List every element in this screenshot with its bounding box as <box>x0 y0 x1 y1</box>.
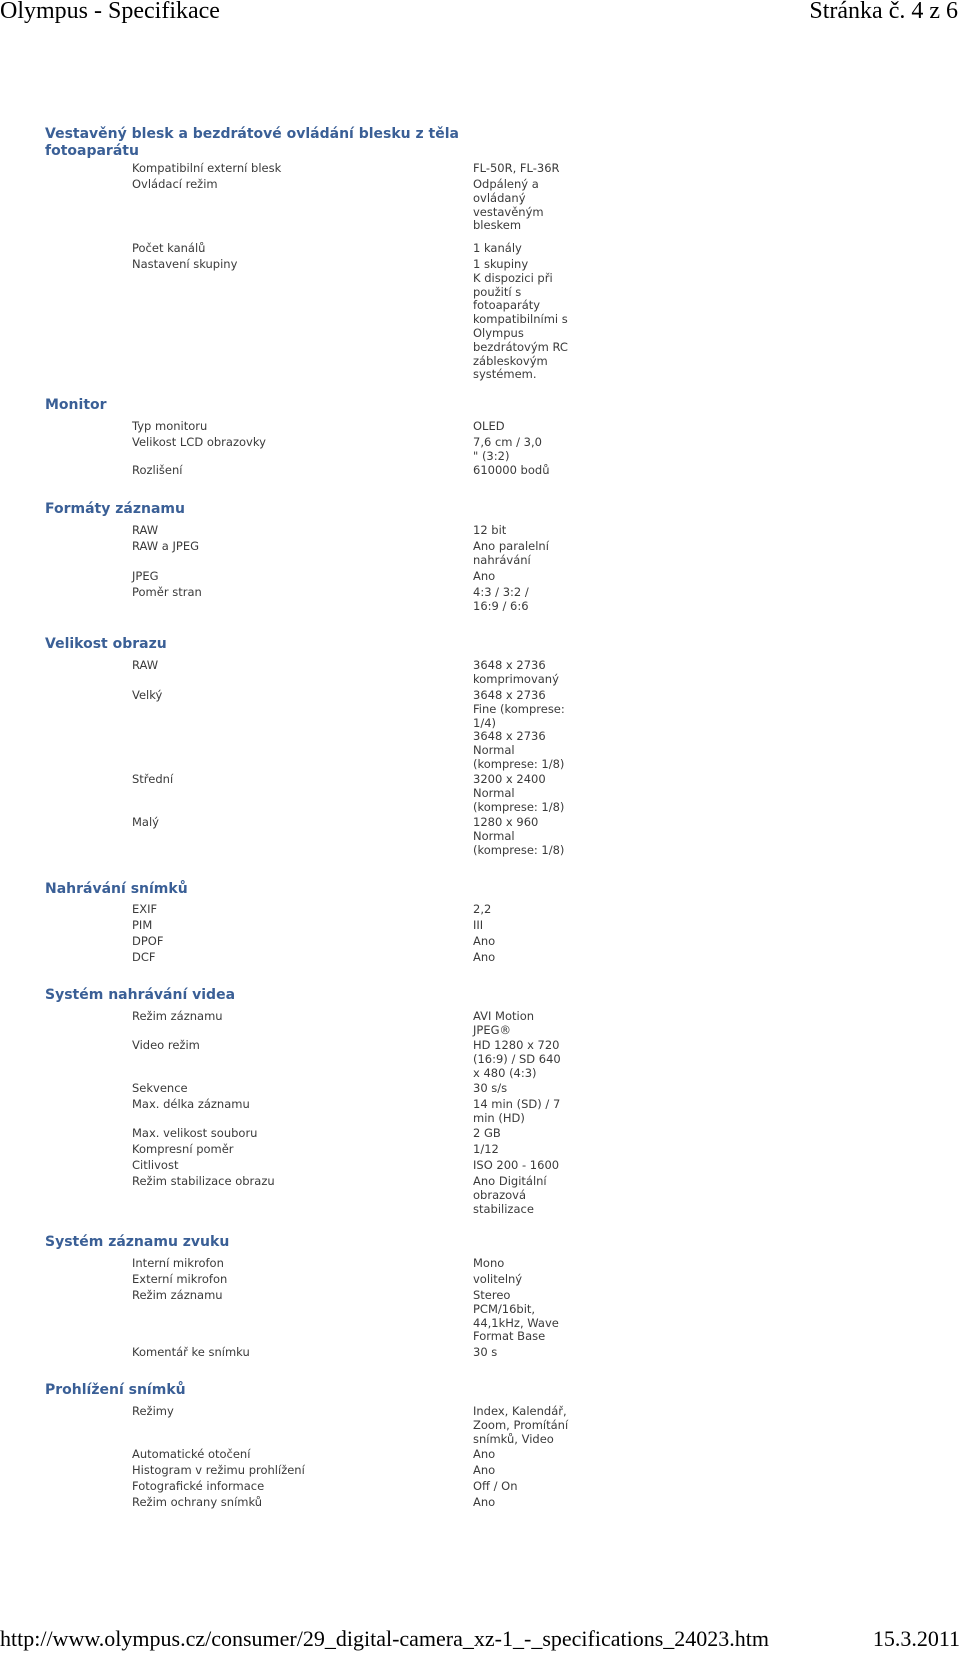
spec-value: Ano <box>473 1463 496 1477</box>
spec-label: JPEG <box>132 569 159 583</box>
spec-value: Ano <box>473 950 496 964</box>
spec-label: Kompresní poměr <box>132 1142 234 1156</box>
spec-label: Střední <box>132 772 174 786</box>
spec-label: Velký <box>132 688 163 702</box>
document-title: Olympus - Specifikace <box>0 0 220 24</box>
page-header <box>0 0 960 28</box>
spec-label: Max. délka záznamu <box>132 1097 250 1111</box>
spec-value: Ano paralelní nahrávání <box>473 539 549 567</box>
section-title: Formáty záznamu <box>45 501 185 517</box>
spec-label: Velikost LCD obrazovky <box>132 435 266 449</box>
print-date: 15.3.2011 <box>872 1626 960 1651</box>
spec-value: 30 s/s <box>473 1081 508 1095</box>
section-title: Prohlížení snímků <box>45 1382 186 1398</box>
page-footer <box>0 1626 960 1654</box>
spec-label: Režim záznamu <box>132 1288 223 1302</box>
spec-value: Mono <box>473 1256 505 1270</box>
spec-value: 1 skupiny K dispozici při použití s fotoaparáty kompatibilními s Olympus bezdrátovým RC zábleskovým systémem. <box>473 257 568 382</box>
spec-label: Režim záznamu <box>132 1009 223 1023</box>
spec-label: Ovládací režim <box>132 177 218 191</box>
spec-label: DCF <box>132 950 156 964</box>
spec-label: RAW a JPEG <box>132 539 199 553</box>
spec-label: PIM <box>132 918 153 932</box>
spec-value: OLED <box>473 419 505 433</box>
spec-value: 2 GB <box>473 1126 501 1140</box>
spec-label: Histogram v režimu prohlížení <box>132 1463 305 1477</box>
spec-value: 7,6 cm / 3,0 " (3:2) <box>473 435 542 463</box>
spec-label: Nastavení skupiny <box>132 257 238 271</box>
spec-value: Ano <box>473 569 496 583</box>
spec-label: Typ monitoru <box>132 419 208 433</box>
spec-value: 14 min (SD) / 7 min (HD) <box>473 1097 561 1125</box>
spec-label: Sekvence <box>132 1081 188 1095</box>
spec-value: AVI Motion JPEG® <box>473 1009 535 1037</box>
spec-value: 1280 x 960 Normal (komprese: 1/8) <box>473 815 565 857</box>
section-title: Nahrávání snímků <box>45 881 188 897</box>
spec-value: Off / On <box>473 1479 518 1493</box>
spec-value: 3200 x 2400 Normal (komprese: 1/8) <box>473 772 565 814</box>
spec-value: Stereo PCM/16bit, 44,1kHz, Wave Format Base <box>473 1288 559 1344</box>
section-title: Systém nahrávání videa <box>45 987 236 1003</box>
spec-label: Režimy <box>132 1404 174 1418</box>
spec-label: Externí mikrofon <box>132 1272 228 1286</box>
spec-value: 3648 x 2736 Fine (komprese: 1/4) 3648 x 2736 Normal (komprese: 1/8) <box>473 688 565 771</box>
spec-value: Ano <box>473 934 496 948</box>
spec-value: 12 bit <box>473 523 507 537</box>
spec-label: RAW <box>132 523 159 537</box>
spec-value: volitelný <box>473 1272 523 1286</box>
spec-label: Malý <box>132 815 159 829</box>
spec-value: 30 s <box>473 1345 498 1359</box>
spec-value: Ano <box>473 1495 496 1509</box>
spec-label: Max. velikost souboru <box>132 1126 258 1140</box>
spec-value: 3648 x 2736 komprimovaný <box>473 658 559 686</box>
source-url: http://www.olympus.cz/consumer/29_digital-camera_xz-1_-_specifications_24023.htm <box>0 1626 770 1651</box>
spec-label: Fotografické informace <box>132 1479 265 1493</box>
spec-label: Režim stabilizace obrazu <box>132 1174 275 1188</box>
spec-value: Odpálený a ovládaný vestavěným bleskem <box>473 177 544 233</box>
spec-label: Video režim <box>132 1038 200 1052</box>
spec-value: 610000 bodů <box>473 463 550 477</box>
spec-label: Poměr stran <box>132 585 202 599</box>
spec-value: 4:3 / 3:2 / 16:9 / 6:6 <box>473 585 529 613</box>
spec-label: EXIF <box>132 902 158 916</box>
spec-value: 2,2 <box>473 902 492 916</box>
spec-label: Počet kanálů <box>132 241 206 255</box>
spec-value: 1 kanály <box>473 241 522 255</box>
spec-label: DPOF <box>132 934 164 948</box>
section-title: Velikost obrazu <box>45 636 167 652</box>
spec-value: Ano Digitální obrazová stabilizace <box>473 1174 547 1216</box>
spec-value: Index, Kalendář, Zoom, Promítání snímků, Video <box>473 1404 569 1446</box>
spec-label: Kompatibilní externí blesk <box>132 161 282 175</box>
spec-label: Režim ochrany snímků <box>132 1495 263 1509</box>
spec-label: Automatické otočení <box>132 1447 251 1461</box>
spec-label: Citlivost <box>132 1158 179 1172</box>
spec-label: Rozlišení <box>132 463 183 477</box>
spec-value: III <box>473 918 484 932</box>
spec-value: ISO 200 - 1600 <box>473 1158 560 1172</box>
spec-value: Ano <box>473 1447 496 1461</box>
spec-value: HD 1280 x 720 (16:9) / SD 640 x 480 (4:3) <box>473 1038 561 1080</box>
section-title: Monitor <box>45 397 107 413</box>
section-title: Vestavěný blesk a bezdrátové ovládání blesku z těla fotoaparátu <box>45 126 459 159</box>
spec-label: RAW <box>132 658 159 672</box>
spec-label: Komentář ke snímku <box>132 1345 250 1359</box>
section-title: Systém záznamu zvuku <box>45 1234 230 1250</box>
spec-value: FL-50R, FL-36R <box>473 161 560 175</box>
page-number: Stránka č. 4 z 6 <box>809 0 958 24</box>
spec-value: 1/12 <box>473 1142 499 1156</box>
spec-label: Interní mikrofon <box>132 1256 224 1270</box>
